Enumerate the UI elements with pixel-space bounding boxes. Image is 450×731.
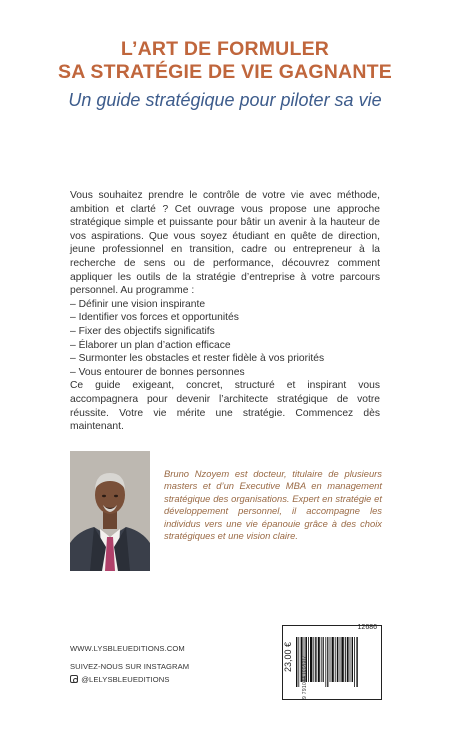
book-title (0, 38, 450, 84)
program-item: – Fixer des objectifs significatifs (70, 325, 215, 337)
book-subtitle: Un guide stratégique pour piloter sa vie (68, 90, 382, 110)
instagram-follow-text: SUIVEZ-NOUS SUR INSTAGRAM (70, 662, 190, 671)
title-line-1: L’ART DE FORMULER (120, 38, 330, 60)
reference-number: 12686 (357, 624, 377, 631)
instagram-handle[interactable] (70, 675, 170, 684)
description-closing: Ce guide exigeant, concret, structuré et inspirant vous accompagnera pour devenir l’architecte stratégique de votre réussite. Votre vie mérite une stratégie. Commencez dès maintenant. (70, 380, 380, 433)
author-portrait-illustration (70, 451, 150, 571)
author-bio: Bruno Nzoyem est docteur, titulaire de plusieurs masters et d’un Executive MBA en management stratégique des organisations. Expert en stratégie et développement personnel, il accompagne les individus vers une vie épanouie grâce à des choix stratégiques et une vision claire. (164, 468, 382, 542)
program-item: – Définir une vision inspirante (70, 298, 206, 310)
barcode-box (282, 625, 382, 700)
instagram-handle-text: @LELYSBLEUEDITIONS (81, 675, 170, 684)
back-cover-description (70, 189, 380, 434)
title-line-2: SA STRATÉGIE DE VIE GAGNANTE (58, 61, 392, 83)
program-item: – Surmonter les obstacles et rester fidèle à vos priorités (70, 353, 325, 365)
publisher-website[interactable]: WWW.LYSBLEUEDITIONS.COM (70, 644, 185, 653)
program-item: – Identifier vos forces et opportunités (70, 312, 239, 324)
program-item: – Vous entourer de bonnes personnes (70, 366, 245, 378)
instagram-icon (70, 675, 78, 683)
isbn-number: 9 791044 032607 (302, 655, 308, 699)
price-label: 23,00 € (283, 641, 293, 672)
description-intro: Vous souhaitez prendre le contrôle de votre vie avec méthode, ambition et clarté ? Cet ouvrage vous propose une approche stratégique simple et puissante pour bâtir un avenir à la hauteur de vos aspirations. Que vous soyez étudiant en quête de direction, jeune professionnel en transition, cadre ou entrepreneur à la recherche de sens ou de performance, découvrez comment appliquer les outils de la stratégie d’entreprise à votre parcours personnel. Au programme : (70, 190, 380, 297)
program-item: – Élaborer un plan d’action efficace (70, 339, 231, 351)
author-photo (70, 451, 150, 571)
